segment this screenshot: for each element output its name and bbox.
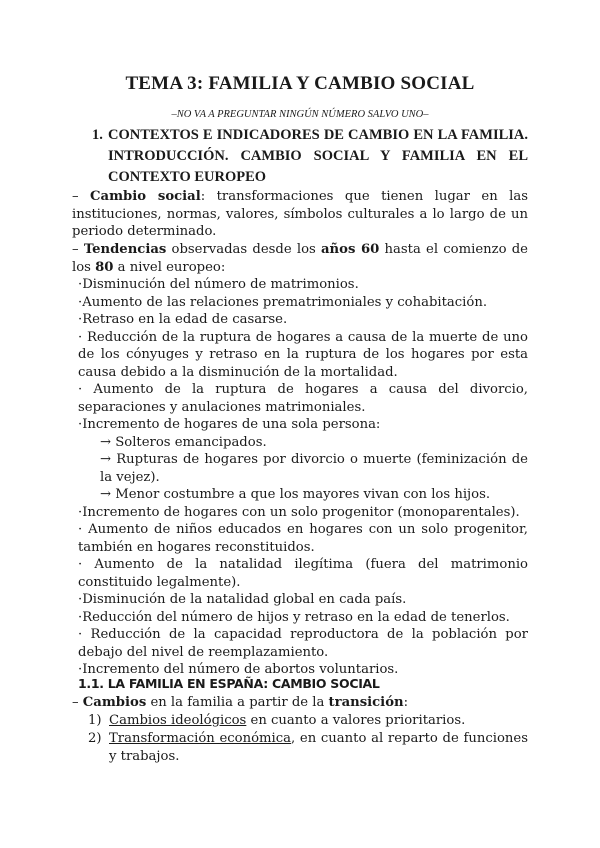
list-number: 1)	[88, 713, 102, 728]
ordered-list-item	[88, 712, 528, 730]
cambios-colon: :	[403, 695, 409, 710]
tendencias-years-80: 80	[95, 259, 114, 275]
list-item-text	[109, 730, 528, 765]
cambio-social-dash: –	[72, 189, 91, 204]
cambios-intro	[72, 694, 528, 712]
list-item: ·Disminución de la natalidad global en cada país.	[78, 592, 407, 607]
list-item: ·Incremento de hogares con un solo progenitor (monoparentales).	[78, 504, 520, 520]
document-subtitle: –NO VA A PREGUNTAR NINGÚN NÚMERO SALVO UNO–	[171, 109, 429, 120]
section-1-heading	[92, 125, 528, 188]
tendencias-text-2: hasta el comienzo de los	[72, 242, 528, 275]
list-item: · Aumento de la ruptura de hogares a causa del divorcio, separaciones y anulaciones matrimoniales.	[78, 382, 528, 415]
list-item: ·Reducción del número de hijos y retraso en la edad de tenerlos.	[78, 609, 510, 625]
list-item: ·Disminución del número de matrimonios.	[78, 277, 359, 292]
section-1-1-heading: 1.1. LA FAMILIA EN ESPAÑA: CAMBIO SOCIAL	[78, 676, 380, 691]
tendencias-term: Tendencias	[83, 242, 167, 257]
tendencias-text-1: observadas desde los	[166, 242, 322, 257]
list-item: ·Retraso en la edad de casarse.	[78, 312, 288, 327]
sub-list-item: → Solteros emancipados.	[100, 434, 267, 450]
document-title: TEMA 3: FAMILIA Y CAMBIO SOCIAL	[125, 73, 475, 94]
list-item: · Reducción de la ruptura de hogares a causa de la muerte de uno de los cónyuges y retraso en la ruptura de los hogares por esta causa debido a la disminución de la mortalidad.	[78, 329, 528, 380]
underlined-term: Cambios ideológicos	[109, 713, 247, 728]
cambios-transicion: transición	[328, 695, 404, 710]
tendencias-dash: –	[72, 242, 84, 257]
tendencias-intro	[72, 241, 528, 276]
list-item: ·Aumento de las relaciones prematrimoniales y cohabitación.	[78, 294, 488, 310]
list-item: ·Incremento del número de abortos voluntarios.	[78, 662, 399, 677]
sub-list-item: → Rupturas de hogares por divorcio o muerte (feminización de la vejez).	[100, 452, 528, 485]
list-item: · Reducción de la capacidad reproductora de la población por debajo del nivel de reemplazamiento.	[78, 627, 528, 660]
cambio-social-paragraph	[72, 188, 528, 241]
cambios-text-1: en la familia a partir de la	[146, 695, 329, 710]
tendencias-years-60: años 60	[321, 242, 380, 257]
cambios-dash: –	[72, 695, 83, 710]
sub-list-item: → Menor costumbre a que los mayores vivan con los hijos.	[100, 487, 491, 502]
cambios-term: Cambios	[82, 695, 147, 710]
section-1-number: 1.	[92, 127, 103, 143]
tendencias-text-3: a nivel europeo:	[113, 259, 226, 275]
list-item: · Aumento de niños educados en hogares con un solo progenitor, también en hogares reconstituidos.	[78, 522, 528, 555]
list-item: · Aumento de la natalidad ilegítima (fuera del matrimonio constituido legalmente).	[78, 557, 528, 590]
list-item: ·Incremento de hogares de una sola persona:	[78, 417, 381, 432]
list-number: 2)	[88, 731, 102, 746]
underlined-term: Transformación económica	[109, 731, 291, 746]
list-item-text	[109, 712, 528, 730]
section-1-title: CONTEXTOS E INDICADORES DE CAMBIO EN LA FAMILIA. INTRODUCCIÓN. CAMBIO SOCIAL Y FAMILIA EN EL CONTEXTO EUROPEO	[108, 127, 528, 185]
tendencias-block	[72, 241, 528, 679]
list-item-rest: , en cuanto al reparto de funciones y trabajos.	[109, 731, 528, 764]
list-item-rest: en cuanto a valores prioritarios.	[246, 713, 466, 728]
ordered-list-item	[88, 730, 528, 765]
cambio-social-term: Cambio social	[90, 189, 201, 204]
cambio-social-definition: : transformaciones que tienen lugar en las instituciones, normas, valores, símbolos culturales a lo largo de un periodo determinado.	[72, 189, 528, 239]
